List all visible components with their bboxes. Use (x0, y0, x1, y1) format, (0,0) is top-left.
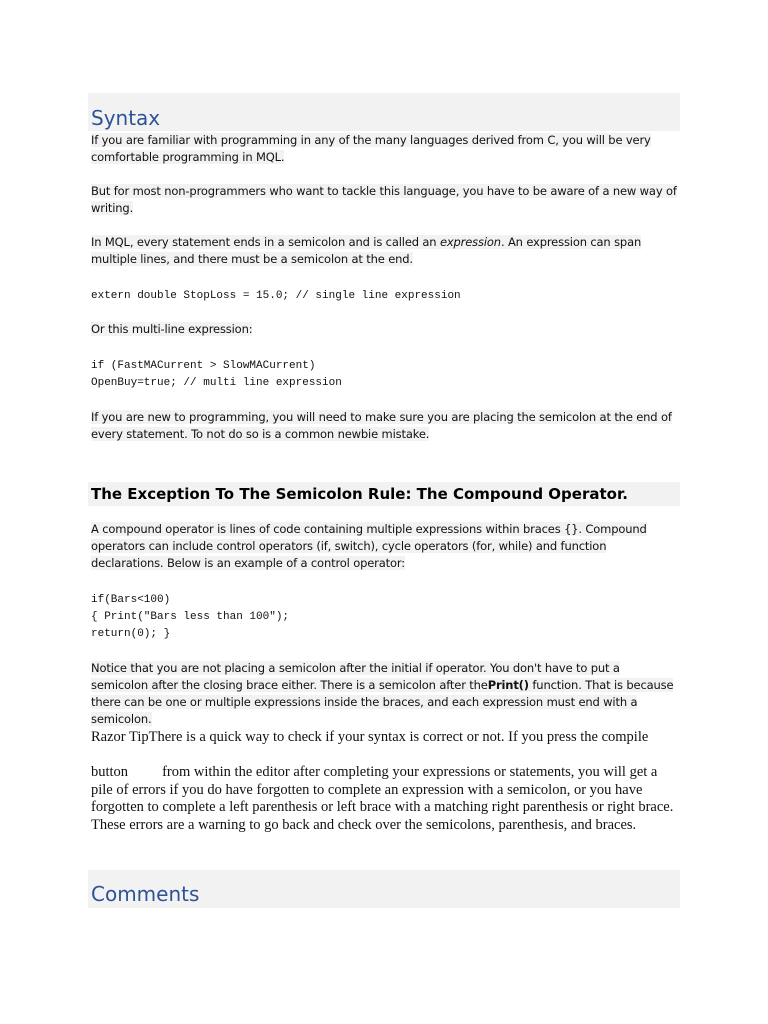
syntax-paragraph-1-text: If you are familiar with programming in any of the many languages derived from C, you will be very comfortable programming in MQL. (91, 133, 651, 164)
exception-paragraph-2 (91, 660, 677, 728)
syntax-paragraph-4-text: Or this multi-line expression: (91, 322, 253, 336)
syntax-paragraph-2-text: But for most non-programmers who want to tackle this language, you have to be aware of a new way of writing. (91, 184, 677, 215)
syntax-paragraph-3-text-end: . An expression can span multiple lines, and there must be a semicolon at the end. (91, 235, 642, 266)
razor-tip-button-word: button (91, 764, 129, 780)
code-compound-line-3: return(0); } (91, 628, 171, 640)
expression-term: expression (439, 235, 501, 249)
syntax-paragraph-4 (91, 321, 677, 338)
print-function-term: Print() (487, 678, 529, 692)
syntax-heading-band (88, 93, 680, 131)
syntax-paragraph-1 (91, 132, 677, 166)
code-multi-line-1: if (FastMACurrent > SlowMACurrent) (91, 360, 316, 372)
comments-heading: Comments (91, 882, 200, 906)
syntax-paragraph-3-text: In MQL, every statement ends in a semicolon and is called an (91, 235, 440, 249)
code-multi-line-2: OpenBuy=true; // multi line expression (91, 377, 342, 389)
exception-heading: The Exception To The Semicolon Rule: The Compound Operator. (91, 485, 628, 503)
syntax-heading: Syntax (91, 106, 161, 130)
syntax-paragraph-5-text: If you are new to programming, you will need to make sure you are placing the semicolon at the end of every statement. To not do so is a common newbie mistake. (91, 410, 672, 441)
razor-tip-paragraph-text: from within the editor after completing your expressions or statements, you will get a pile of errors if you do have forgotten to complete an expression with a semicolon, or you have forgotten to complete a left parenthesis or left brace with a matching right parenthesis or right brace. These errors are a warning to go back and check over the semicolons, parenthesis, and braces. (91, 764, 674, 833)
razor-tip-line: Razor TipThere is a quick way to check if your syntax is correct or not. If you press the compile (91, 729, 649, 745)
syntax-paragraph-2 (91, 183, 677, 217)
code-single-line: extern double StopLoss = 15.0; // single line expression (91, 290, 461, 302)
syntax-paragraph-3 (91, 234, 677, 268)
code-compound-line-2: { Print("Bars less than 100"); (91, 611, 290, 623)
exception-paragraph-1 (91, 521, 677, 572)
exception-paragraph-2-text-end: function. That is because there can be one or multiple expressions inside the braces, and each expression must end with a semicolon. (91, 678, 674, 726)
exception-paragraph-2-text: Notice that you are not placing a semicolon after the initial if operator. You don't have to put a semicolon after the closing brace either. There is a semicolon after the (91, 661, 620, 692)
razor-tip-paragraph (91, 764, 681, 834)
code-compound-line-1: if(Bars<100) (91, 594, 171, 606)
exception-paragraph-1-text: A compound operator is lines of code containing multiple expressions within braces {}. Compound operators can include control operators (if, switch), cycle operators (for, while) and function declarations. Below is an example of a control operator: (91, 522, 647, 570)
syntax-paragraph-5 (91, 409, 677, 443)
